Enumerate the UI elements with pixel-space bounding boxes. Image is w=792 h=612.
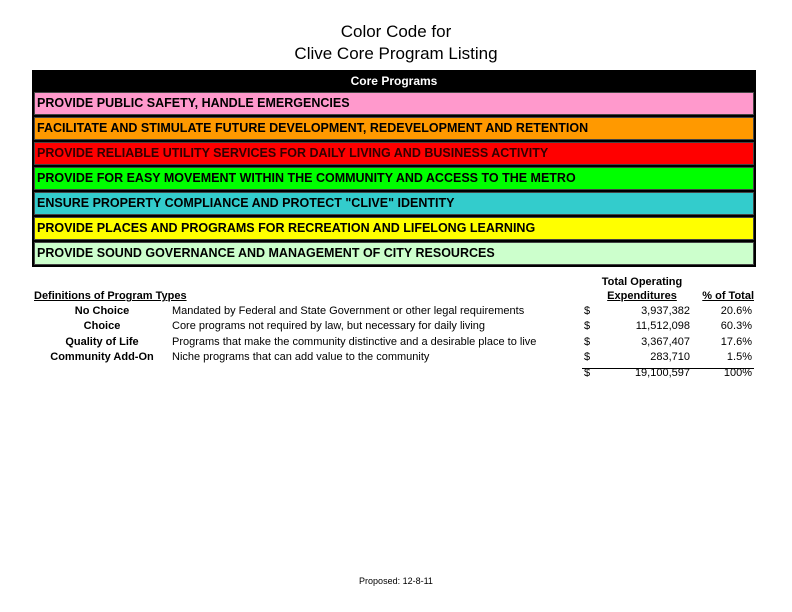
core-program-label: PROVIDE FOR EASY MOVEMENT WITHIN THE COMMUNITY AND ACCESS TO THE METRO — [37, 171, 576, 185]
core-program-row — [34, 217, 754, 240]
expenditure-amount: 283,710 — [650, 351, 690, 363]
percent-of-total: 17.6% — [720, 336, 752, 348]
core-program-row — [34, 167, 754, 190]
core-program-row — [34, 192, 754, 215]
title-line-1: Color Code for — [340, 22, 452, 41]
expenditures-header-line2: Expenditures — [607, 290, 677, 302]
core-program-row — [34, 117, 754, 140]
core-programs-table — [32, 70, 756, 267]
program-type: Choice — [83, 320, 121, 332]
core-program-label: FACILITATE AND STIMULATE FUTURE DEVELOPMENT, REDEVELOPMENT AND RETENTION — [37, 121, 589, 135]
program-description: Mandated by Federal and State Government or other legal requirements — [172, 305, 525, 317]
percent-of-total: 1.5% — [726, 351, 752, 363]
core-program-label: PROVIDE PLACES AND PROGRAMS FOR RECREATION AND LIFELONG LEARNING — [37, 221, 536, 235]
definitions-title: Definitions of Program Types — [34, 290, 187, 302]
core-programs-header: Core Programs — [34, 72, 754, 90]
definition-row — [34, 319, 754, 334]
percent-of-total: 60.3% — [720, 320, 752, 332]
proposed-date-footer: Proposed: 12-8-11 — [359, 576, 433, 586]
page-title — [0, 21, 792, 65]
core-program-label: ENSURE PROPERTY COMPLIANCE AND PROTECT "CLIVE" IDENTITY — [37, 196, 455, 210]
percent-header-label: % of Total — [702, 290, 754, 302]
program-type: No Choice — [74, 305, 130, 317]
currency-symbol: $ — [584, 367, 591, 379]
core-program-row — [34, 142, 754, 165]
percent-column-header — [694, 289, 754, 303]
definition-row — [34, 335, 754, 350]
currency-symbol: $ — [584, 320, 591, 332]
expenditure-amount: 11,512,098 — [635, 320, 690, 332]
core-program-row — [34, 92, 754, 115]
program-type: Community Add-On — [50, 351, 154, 363]
program-type: Quality of Life — [65, 336, 139, 348]
core-program-label: PROVIDE SOUND GOVERNANCE AND MANAGEMENT OF CITY RESOURCES — [37, 246, 495, 260]
program-description: Niche programs that can add value to the community — [172, 351, 430, 363]
title-line-2: Clive Core Program Listing — [294, 44, 498, 63]
expenditure-amount: 3,367,407 — [641, 336, 690, 348]
currency-symbol: $ — [584, 336, 591, 348]
program-description: Core programs not required by law, but necessary for daily living — [172, 320, 486, 332]
core-program-label: PROVIDE RELIABLE UTILITY SERVICES FOR DAILY LIVING AND BUSINESS ACTIVITY — [37, 146, 549, 160]
total-percent: 100% — [723, 367, 752, 379]
core-program-label: PROVIDE PUBLIC SAFETY, HANDLE EMERGENCIES — [37, 96, 350, 110]
currency-symbol: $ — [584, 305, 591, 317]
expenditure-amount: 3,937,382 — [641, 305, 690, 317]
core-program-row — [34, 242, 754, 265]
currency-symbol: $ — [584, 351, 591, 363]
total-row — [34, 366, 754, 381]
expenditures-header-line1: Total Operating — [601, 276, 683, 288]
definition-row — [34, 304, 754, 319]
definition-row — [34, 350, 754, 365]
expenditures-column-header — [592, 275, 692, 303]
total-expenditure-amount: 19,100,597 — [634, 367, 690, 379]
percent-of-total: 20.6% — [720, 305, 752, 317]
program-description: Programs that make the community distinctive and a desirable place to live — [172, 336, 537, 348]
